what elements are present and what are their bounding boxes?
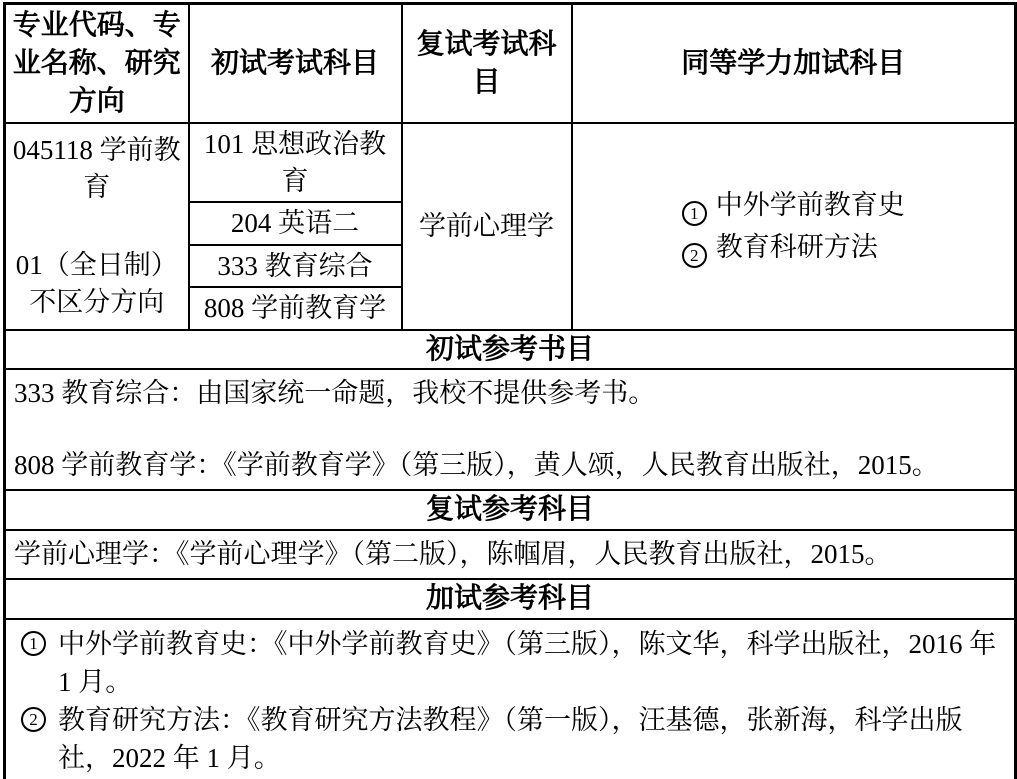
table-header-row bbox=[5, 4, 1016, 124]
initial-refs-content bbox=[5, 369, 1016, 490]
additional-ref-item-1 bbox=[14, 625, 1006, 701]
admission-exam-table bbox=[3, 2, 1017, 779]
additional-ref-text: 中外学前教育史：《中外学前教育史》（第三版），陈文华，科学出版社，2016 年 1 月。 bbox=[58, 628, 997, 697]
initial-ref-line-333: 333 教育综合：由国家统一命题，我校不提供参考书。 bbox=[14, 378, 656, 409]
retest-refs-header-row bbox=[5, 490, 1016, 530]
additional-subject-item bbox=[682, 184, 905, 226]
initial-refs-header-row bbox=[5, 330, 1016, 370]
additional-refs-content bbox=[5, 619, 1016, 779]
program-row-1 bbox=[5, 123, 1016, 202]
initial-subject-preschool-pedagogy: 808 学前教育学 bbox=[189, 287, 402, 329]
initial-subject-english: 204 英语二 bbox=[189, 202, 402, 244]
additional-subject-label: 中外学前教育史 bbox=[715, 190, 905, 221]
initial-ref-line-808: 808 学前教育学：《学前教育学》（第三版），黄人颂，人民教育出版社，2015。 bbox=[14, 450, 939, 481]
initial-subject-education-comprehensive: 333 教育综合 bbox=[189, 245, 402, 287]
retest-refs-content-row bbox=[5, 530, 1016, 579]
additional-subjects-list bbox=[682, 184, 905, 268]
retest-refs-content bbox=[5, 530, 1016, 579]
circled-number-2-icon: 2 bbox=[21, 707, 46, 732]
retest-subject-cell: 学前心理学 bbox=[402, 123, 572, 329]
header-major-code-name-direction: 专业代码、专业名称、研究方向 bbox=[5, 4, 189, 124]
retest-ref-line: 学前心理学：《学前心理学》（第二版），陈帼眉，人民教育出版社，2015。 bbox=[14, 539, 892, 570]
header-initial-exam-subjects: 初试考试科目 bbox=[189, 4, 402, 124]
additional-subject-label: 教育科研方法 bbox=[715, 232, 878, 263]
additional-refs-header-row bbox=[5, 579, 1016, 619]
circled-number-2-icon: 2 bbox=[682, 243, 707, 268]
equivalent-additional-subjects-cell bbox=[572, 123, 1016, 329]
header-retest-exam-subjects: 复试考试科目 bbox=[402, 4, 572, 124]
additional-ref-item-2 bbox=[14, 701, 1006, 777]
program-mode-and-direction: 01（全日制）不区分方向 bbox=[15, 250, 178, 317]
exam-subject-table-sheet bbox=[3, 2, 1014, 779]
additional-refs-content-row bbox=[5, 619, 1016, 779]
program-code-and-name: 045118 学前教育 bbox=[12, 135, 181, 202]
additional-subject-item bbox=[682, 226, 905, 268]
additional-refs-title: 加试参考科目 bbox=[5, 579, 1016, 619]
initial-subject-politics: 101 思想政治教育 bbox=[189, 123, 402, 202]
initial-refs-title: 初试参考书目 bbox=[5, 330, 1016, 370]
additional-ref-text: 教育研究方法：《教育研究方法教程》（第一版），汪基德，张新海，科学出版社，2022 年 1 月。 bbox=[58, 704, 963, 773]
initial-refs-content-row bbox=[5, 369, 1016, 490]
retest-refs-title: 复试参考科目 bbox=[5, 490, 1016, 530]
program-info-cell bbox=[5, 123, 189, 329]
circled-number-1-icon: 1 bbox=[21, 631, 46, 656]
header-equivalent-additional-subjects: 同等学力加试科目 bbox=[572, 4, 1016, 124]
circled-number-1-icon: 1 bbox=[682, 201, 707, 226]
